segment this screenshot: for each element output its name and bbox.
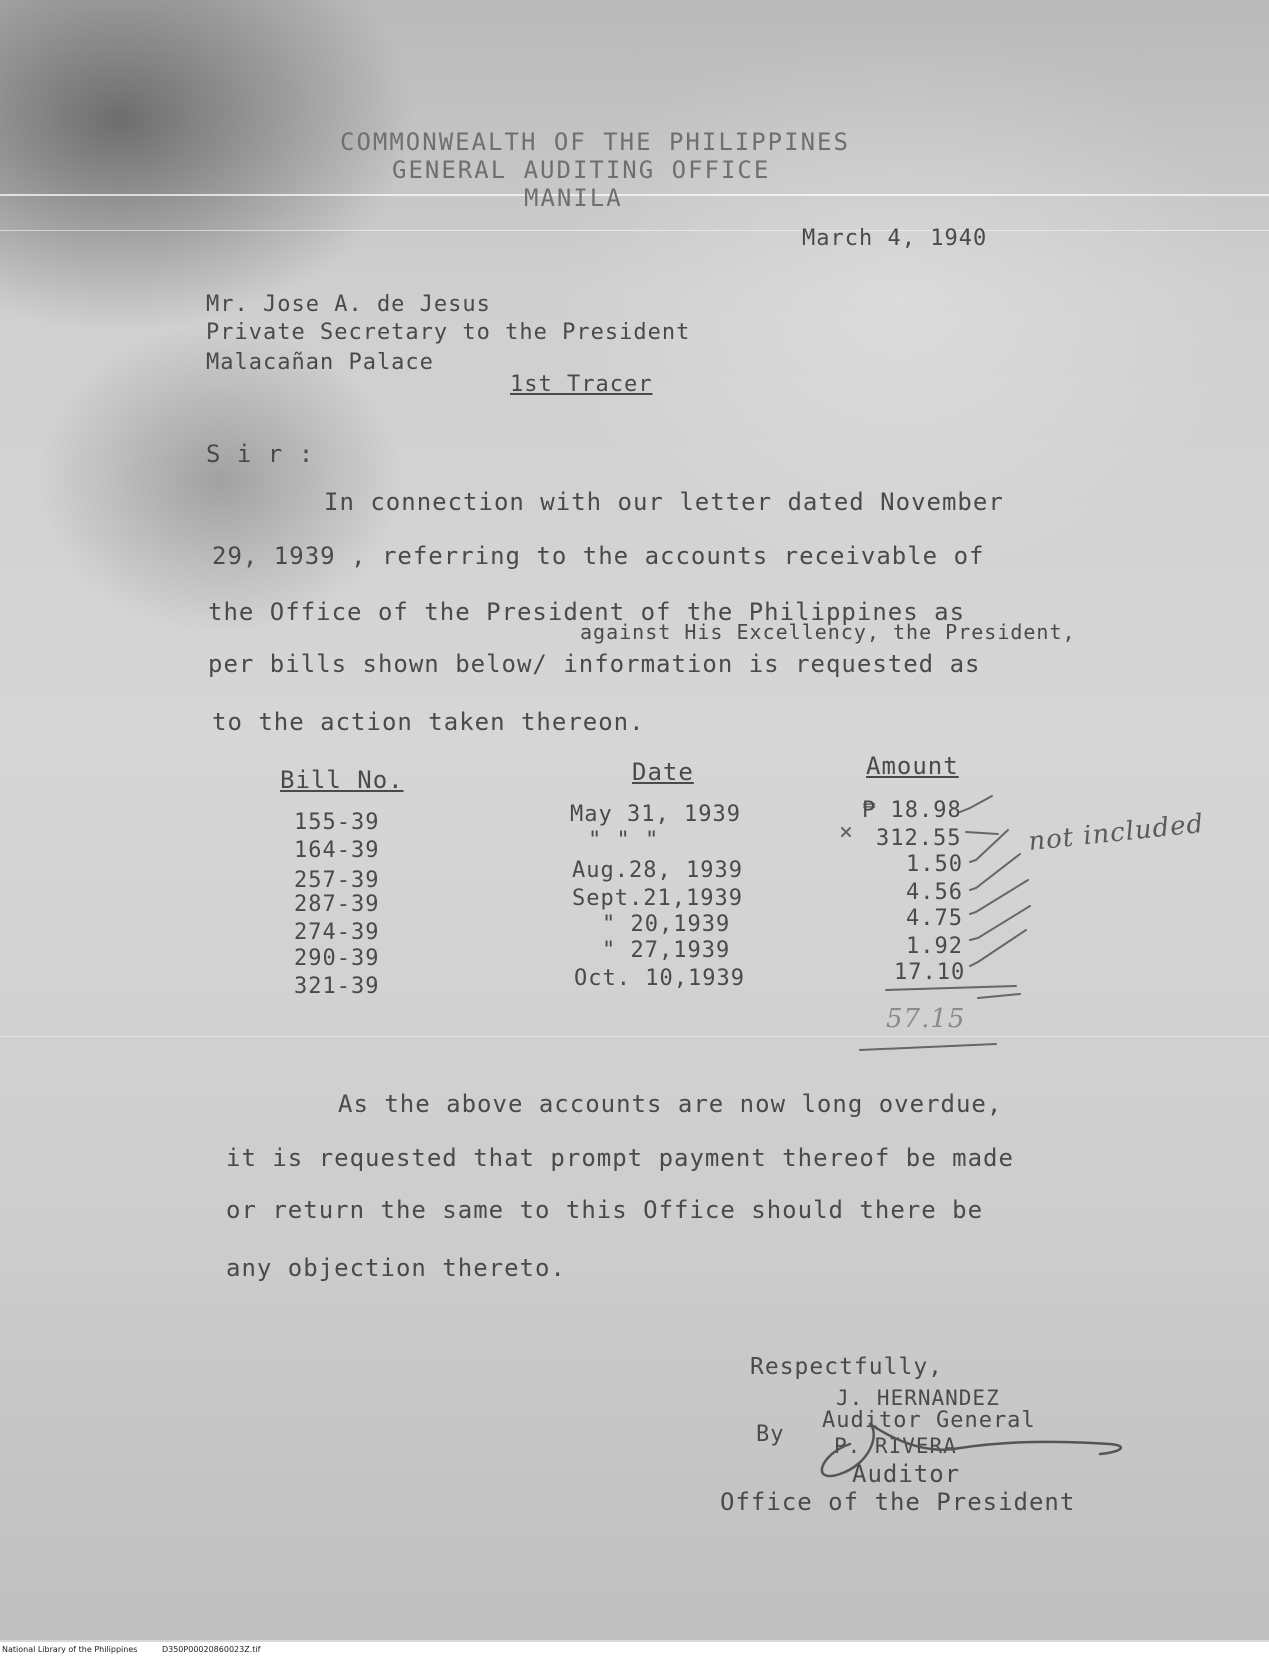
body-line-2: 29, 1939 , referring to the accounts receivable of (212, 542, 985, 570)
body-insert: against His Excellency, the President, (580, 620, 1076, 644)
cross-mark (842, 828, 850, 836)
salutation: S i r : (206, 440, 315, 468)
table-row-amount: 4.56 (906, 880, 963, 905)
double-underline (860, 1044, 996, 1050)
table-row-date: " 27,1939 (602, 938, 731, 963)
letterhead-line-1: COMMONWEALTH OF THE PHILIPPINES (340, 128, 850, 156)
table-row-date: " " " (588, 828, 660, 853)
footer-code: D350P00020860023Z.tif (161, 1645, 261, 1654)
footer-source: National Library of the Philippines (2, 1645, 138, 1654)
table-row-amount: 4.75 (906, 906, 963, 931)
table-row-date: Sept.21,1939 (572, 886, 743, 911)
closing-line-1: As the above accounts are now long overdue, (338, 1090, 1003, 1118)
letter-date: March 4, 1940 (802, 226, 988, 251)
office-name: Office of the President (720, 1488, 1076, 1516)
respectfully: Respectfully, (750, 1354, 944, 1380)
dash-mark (966, 832, 998, 834)
table-row-date: Oct. 10,1939 (574, 966, 745, 991)
letterhead-line-3: MANILA (524, 184, 623, 212)
closing-line-2: it is requested that prompt payment thereof be made (226, 1144, 1014, 1172)
body-line-3: the Office of the President of the Philippines as (208, 598, 966, 626)
addressee-title: Private Secretary to the President (206, 320, 691, 345)
table-row-bill: 287-39 (294, 892, 380, 917)
table-row-date: " 20,1939 (602, 912, 731, 937)
signatory-title: Auditor General (822, 1408, 1036, 1433)
fold-line (0, 194, 1269, 196)
total-underline (886, 986, 1016, 990)
body-line-1: In connection with our letter dated November (324, 488, 1004, 516)
body-line-4: per bills shown below/ information is requested as (208, 650, 981, 678)
total-underline (978, 994, 1020, 998)
closing-line-4: any objection thereto. (226, 1254, 566, 1282)
table-row-bill: 257-39 (294, 868, 380, 893)
body-line-5: to the action taken thereon. (212, 708, 645, 736)
check-mark (970, 930, 1026, 966)
table-row-bill: 274-39 (294, 920, 380, 945)
letterhead-line-2: GENERAL AUDITING OFFICE (392, 156, 771, 184)
signatory-name: J. HERNANDEZ (836, 1386, 1000, 1410)
addressee-location: Malacañan Palace (206, 350, 434, 375)
check-mark (960, 796, 992, 812)
table-row-amount: 1.92 (906, 934, 963, 959)
header-date: Date (632, 758, 694, 786)
scan-footer (0, 1642, 1269, 1658)
fold-line (0, 230, 1269, 231)
addressee-name: Mr. Jose A. de Jesus (206, 292, 491, 317)
header-amount: Amount (866, 752, 959, 780)
table-row-amount: 312.55 (876, 826, 962, 851)
signer-name: P. RIVERA (834, 1434, 957, 1458)
closing-line-3: or return the same to this Office should there be (226, 1196, 984, 1224)
table-row-amount: 1.50 (906, 852, 963, 877)
handwritten-total: 57.15 (886, 1004, 966, 1034)
table-row-date: May 31, 1939 (570, 802, 741, 827)
table-row-bill: 290-39 (294, 946, 380, 971)
check-mark (970, 830, 1008, 862)
by-label: By (756, 1422, 785, 1447)
table-row-bill: 164-39 (294, 838, 380, 863)
signer-title: Auditor (852, 1460, 961, 1488)
table-row-bill: 321-39 (294, 974, 380, 999)
table-row-amount: ₱ 18.98 (862, 798, 962, 823)
table-row-date: Aug.28, 1939 (572, 858, 743, 883)
tracer-label: 1st Tracer (510, 372, 653, 397)
table-row-bill: 155-39 (294, 810, 380, 835)
table-row-amount: 17.10 (894, 960, 966, 985)
header-bill-no: Bill No. (280, 766, 404, 794)
handwritten-note: not included (1026, 808, 1206, 858)
